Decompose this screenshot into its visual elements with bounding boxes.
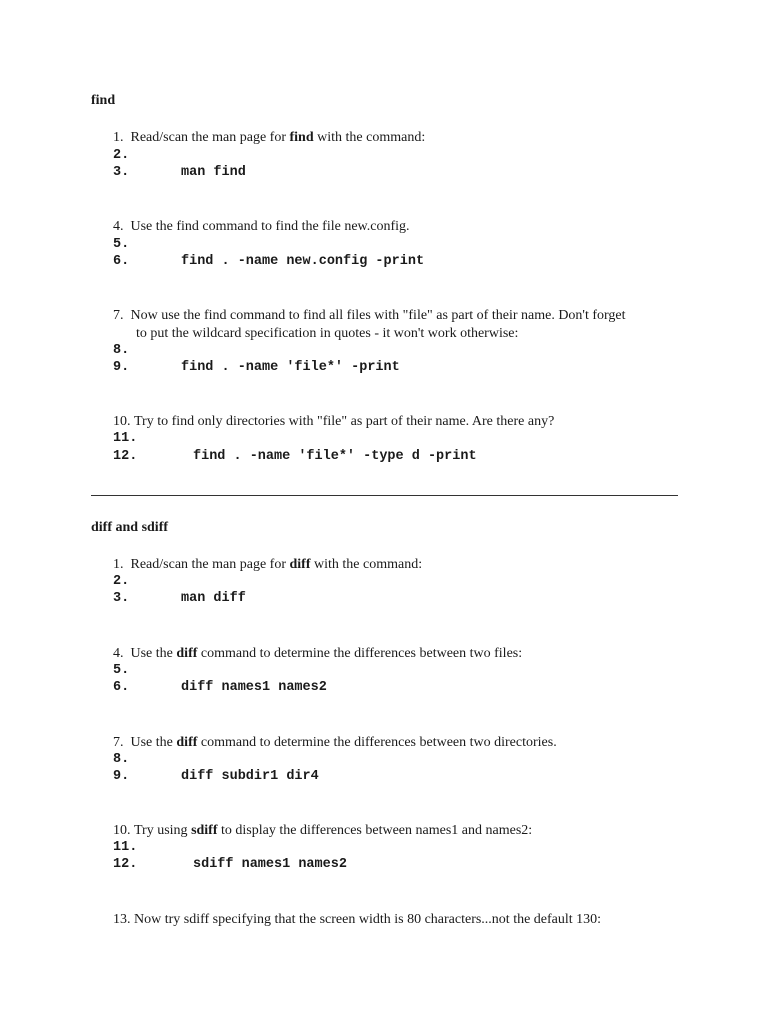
step-10 <box>113 413 554 431</box>
step-number: 1. <box>113 557 124 572</box>
step-text: Now use the find command to find all files with "file" as part of their name. Don't forget <box>130 308 626 323</box>
step-text: Read/scan the man page for <box>130 130 290 145</box>
command-code: find . -name new.config -print <box>181 254 425 269</box>
step-text: Now try sdiff specifying that the screen width is 80 characters...not the default 130: <box>134 912 602 927</box>
command-code: diff names1 names2 <box>181 680 327 695</box>
step-number: 2. <box>113 574 130 589</box>
step-text-bold: sdiff <box>191 823 218 838</box>
step-text: command to determine the differences between two files: <box>197 646 523 661</box>
step-number: 6. <box>113 254 130 269</box>
step-7 <box>113 734 557 752</box>
step-number: 6. <box>113 680 130 695</box>
command-code: find . -name 'file*' -print <box>181 360 400 375</box>
step-1 <box>113 556 422 574</box>
step-number: 7. <box>113 308 124 323</box>
command-code: man diff <box>181 591 246 606</box>
step-number: 2. <box>113 148 130 163</box>
step-number: 12. <box>113 857 138 872</box>
step-number: 13. <box>113 912 131 927</box>
command-code: find . -name 'file*' -type d -print <box>193 449 477 464</box>
command-code: sdiff names1 names2 <box>193 857 347 872</box>
step-text: with the command: <box>313 130 426 145</box>
step-number: 9. <box>113 360 130 375</box>
step-number: 9. <box>113 769 130 784</box>
step-number: 3. <box>113 165 130 180</box>
step-number: 8. <box>113 343 130 358</box>
step-number: 4. <box>113 646 124 661</box>
step-13 <box>113 911 601 929</box>
step-number: 3. <box>113 591 130 606</box>
step-7 <box>113 307 626 325</box>
step-number: 12. <box>113 449 138 464</box>
section-heading-diff: diff and sdiff <box>91 520 169 535</box>
step-number: 5. <box>113 663 130 678</box>
step-text-bold: diff <box>176 646 198 661</box>
step-4 <box>113 645 522 663</box>
step-number: 7. <box>113 735 124 750</box>
step-number: 11. <box>113 431 138 446</box>
step-text-bold: find <box>289 130 314 145</box>
step-text: to put the wildcard specification in quotes - it won't work otherwise: <box>136 326 519 341</box>
command-code: man find <box>181 165 246 180</box>
step-text-bold: diff <box>176 735 198 750</box>
step-text: with the command: <box>310 557 423 572</box>
step-4 <box>113 218 410 236</box>
step-text: Try to find only directories with "file" as part of their name. Are there any? <box>134 414 555 429</box>
step-number: 1. <box>113 130 124 145</box>
step-text: Try using <box>134 823 192 838</box>
step-text: command to determine the differences between two directories. <box>197 735 557 750</box>
step-number: 8. <box>113 752 130 767</box>
section-divider <box>91 495 678 496</box>
command-code: diff subdir1 dir4 <box>181 769 319 784</box>
step-text: Use the <box>130 646 177 661</box>
step-number: 4. <box>113 219 124 234</box>
step-1 <box>113 129 425 147</box>
step-text-bold: diff <box>289 557 311 572</box>
step-number: 11. <box>113 840 138 855</box>
step-text: Use the <box>130 735 177 750</box>
step-10 <box>113 822 532 840</box>
step-text: to display the differences between names1 and names2: <box>217 823 533 838</box>
step-text: Read/scan the man page for <box>130 557 290 572</box>
step-number: 10. <box>113 414 131 429</box>
step-text: Use the find command to find the file new.config. <box>130 219 410 234</box>
section-heading-find: find <box>91 93 116 108</box>
step-number: 5. <box>113 237 130 252</box>
step-number: 10. <box>113 823 131 838</box>
